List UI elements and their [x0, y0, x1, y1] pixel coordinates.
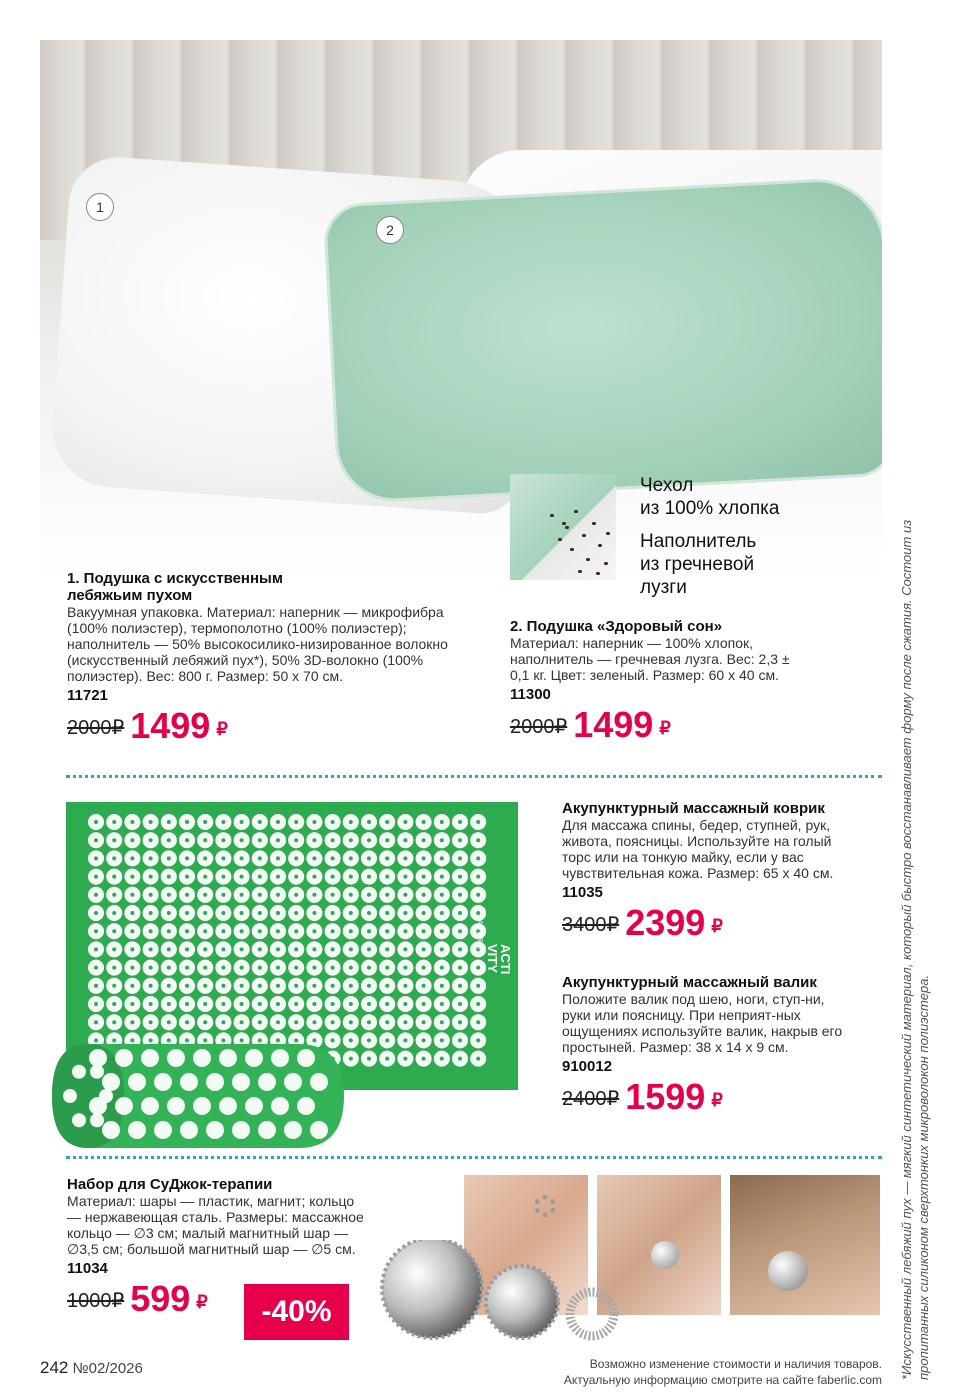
mat-logo: ACTI VITY	[485, 944, 513, 975]
footnote-vertical: *Искусственный лебяжий пух — мягкий синтетический материал, который быстро восстанавливает форму после сжатия. Состоит из пропитанных силиконом сверхтонких микроволокон полиэстера.	[899, 519, 931, 1380]
product-pillow-buckwheat	[510, 618, 810, 743]
old-price: 3400₽	[562, 914, 620, 936]
product-description: Для массажа спины, бедер, ступней, рук, живота, поясницы. Используйте на голый торс или на тонкую майку, если у вас чувствительная кожа. Размер: 65 х 40 см.	[562, 817, 834, 881]
product-title: Набор для СуДжок-терапии	[67, 1176, 273, 1193]
new-price: 1499	[130, 705, 211, 746]
product-title: Акупунктурный массажный коврик	[562, 800, 825, 817]
old-price: 2000₽	[510, 716, 568, 738]
product-code: 11034	[67, 1260, 108, 1277]
footer-disclaimer	[564, 1356, 882, 1388]
price-row	[562, 902, 882, 943]
feature-cover: Чехол из 100% хлопка	[640, 475, 780, 519]
mat-brand: FABERLIC	[476, 915, 483, 957]
buckwheat-inset-photo	[510, 474, 616, 580]
old-price: 2000₽	[67, 717, 125, 739]
product-title: 2. Подушка «Здоровый сон»	[510, 618, 723, 635]
pillow-1-badge: 1	[86, 193, 114, 221]
price-row	[67, 705, 487, 746]
section-divider	[66, 775, 882, 778]
product-mat	[562, 800, 882, 941]
old-price: 2400₽	[562, 1088, 620, 1110]
sujok-balls-photo	[370, 1240, 630, 1350]
product-code: 910012	[562, 1058, 613, 1075]
feature-filling: Наполнитель из гречневой лузги	[640, 531, 757, 598]
currency-sign: ₽	[196, 1292, 208, 1312]
product-description: Материал: наперник — 100% хлопок, наполнитель — гречневая лузга. Вес: 2,3 ± 0,1 кг. Цвет: зеленый. Размер: 60 х 40 см.	[510, 635, 790, 683]
green-pillow	[323, 176, 882, 505]
old-price: 1000₽	[67, 1290, 125, 1312]
product-description: Вакуумная упаковка. Материал: наперник — микрофибра (100% полиэстер), термополотно (100% полиэстер); наполнитель — 50% высокосилико-низированное волокно (искусственный лебяжий пух*), 50% 3D-волокно (100% полиэстер). Вес: 800 г. Размер: 50 х 70 см.	[67, 604, 448, 684]
page-number: 242	[40, 1358, 69, 1377]
product-description: Положите валик под шею, ноги, ступ-ни, руки или поясницу. При неприят-ных ощущениях используйте валик, накрыв его простыней. Размер: 38 х 14 х 9 см.	[562, 991, 843, 1055]
product-code: 11721	[67, 687, 108, 704]
page-footer	[40, 1358, 143, 1378]
product-title: 1. Подушка с искусственным лебяжьим пухом	[67, 570, 283, 604]
price-row	[562, 1076, 882, 1117]
new-price: 2399	[625, 902, 706, 943]
product-pillow-down	[67, 570, 487, 744]
currency-sign: ₽	[216, 719, 228, 739]
product-description: Материал: шары — пластик, магнит; кольцо — нержавеющая сталь. Размеры: массажное кольцо — ∅3 см; малый магнитный шар — ∅3,5 см; большой магнитный шар — ∅5 см.	[67, 1193, 364, 1257]
price-row	[510, 704, 810, 745]
product-code: 11035	[562, 884, 603, 901]
foot-ball-photo	[730, 1175, 880, 1315]
product-title: Акупунктурный массажный валик	[562, 974, 817, 991]
discount-badge: -40%	[244, 1284, 349, 1340]
currency-sign: ₽	[711, 1090, 723, 1110]
issue-number: №02/2026	[72, 1360, 143, 1377]
product-roller	[562, 974, 882, 1115]
new-price: 599	[130, 1278, 191, 1319]
product-code: 11300	[510, 686, 551, 703]
acupuncture-roller-photo	[48, 1026, 348, 1150]
new-price: 1599	[625, 1076, 706, 1117]
new-price: 1499	[573, 704, 654, 745]
disclaimer-line-1: Возможно изменение стоимости и наличия товаров.	[589, 1357, 882, 1371]
currency-sign: ₽	[659, 718, 671, 738]
currency-sign: ₽	[711, 916, 723, 936]
section-divider	[66, 1156, 882, 1159]
pillow-2-badge: 2	[376, 216, 404, 244]
disclaimer-line-2: Актуальную информацию смотрите на сайте faberlic.com	[563, 1373, 882, 1387]
